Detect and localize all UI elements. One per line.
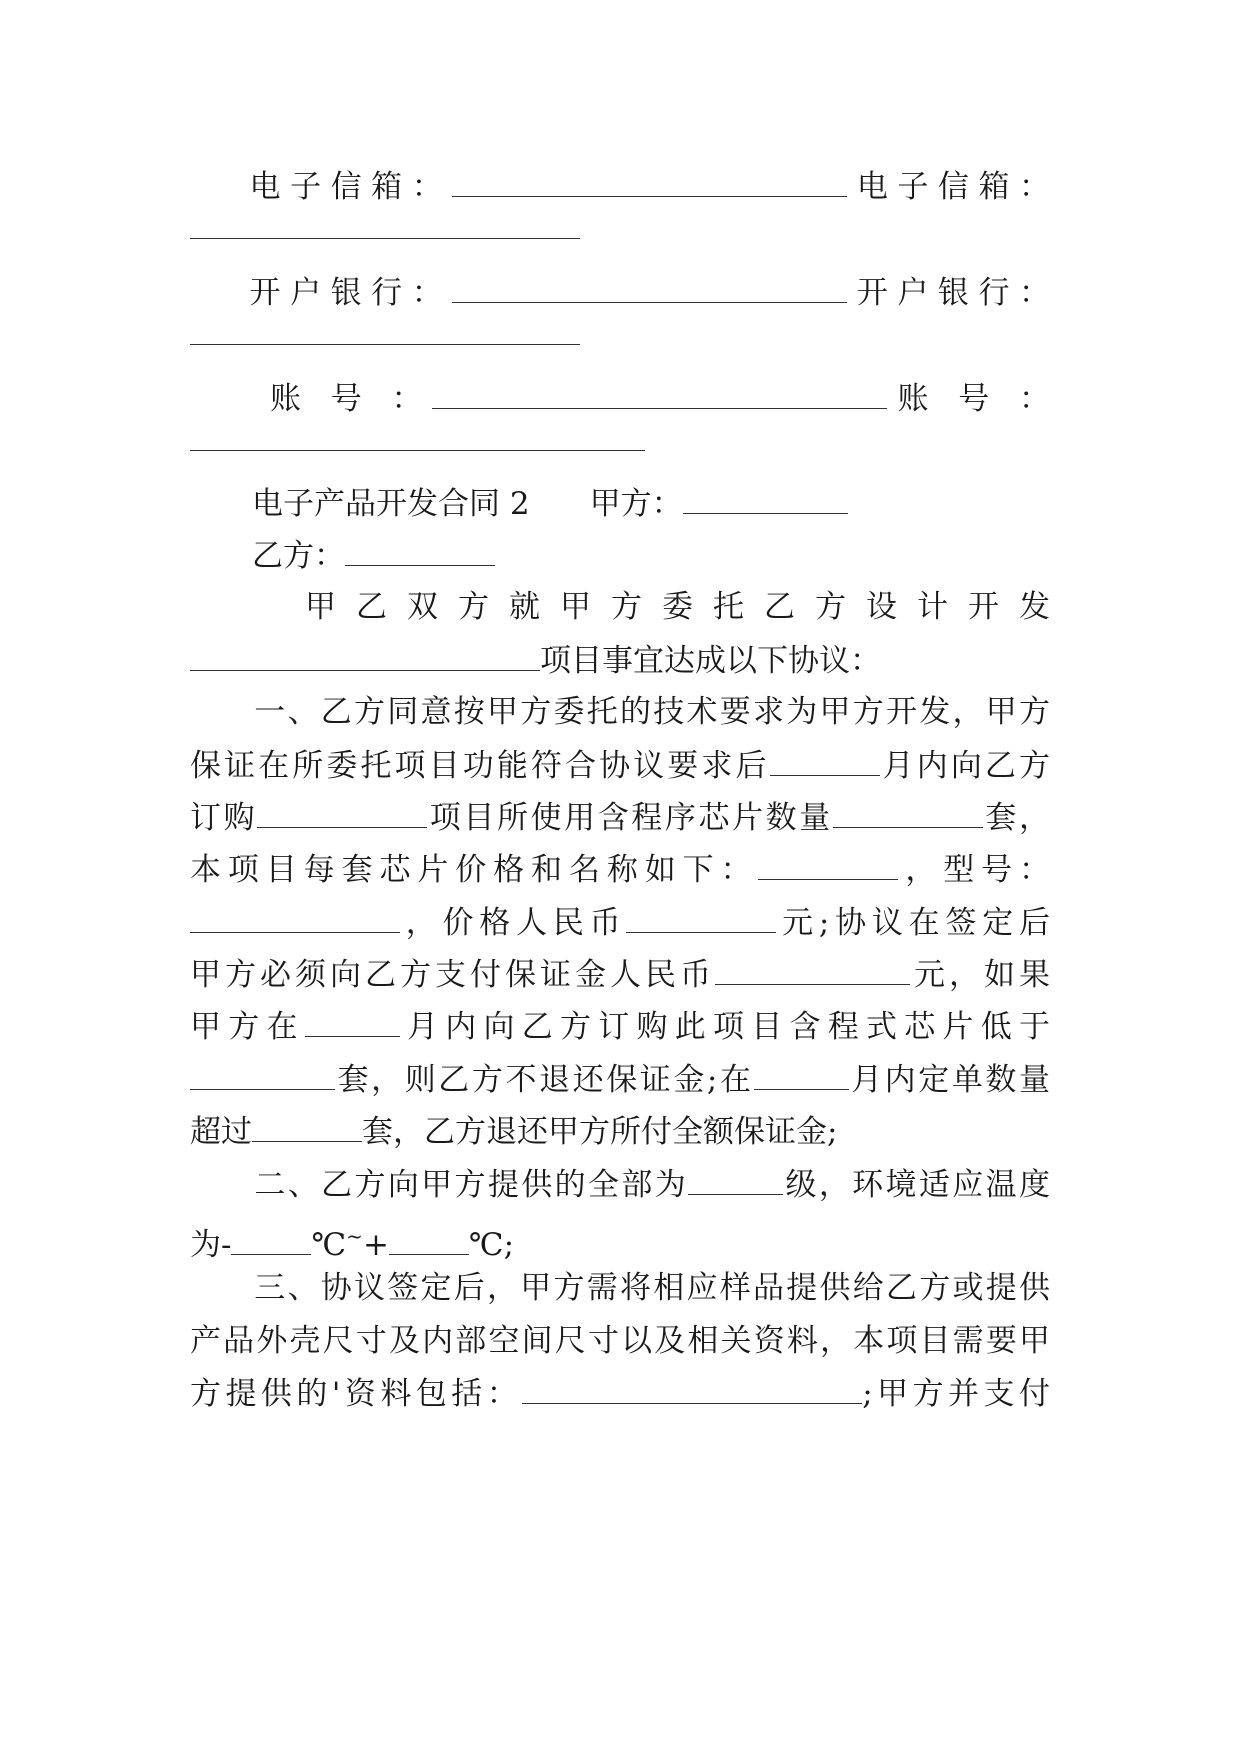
intro-text-1: 甲乙双方就甲方委托乙方设计开发: [285, 589, 1050, 625]
intro-line-2: [190, 640, 1050, 681]
clause1-text-8a: 套，则乙方不退还保证金;在: [335, 1062, 754, 1098]
clause3-line-1: [190, 1268, 1050, 1308]
chip-count-blank: [833, 797, 983, 828]
clause1-text-3b: 项目所使用含程序芯片数量: [427, 800, 833, 836]
clause1-text-5b: 元;协议在签定后: [776, 905, 1050, 941]
clause2-text-1a: 二、乙方向甲方提供的全部为: [252, 1167, 689, 1203]
chip-name-blank: [758, 849, 898, 880]
temp-low-blank: [231, 1224, 311, 1255]
materials-blank: [522, 1373, 862, 1404]
clause2-line-2: [190, 1216, 1050, 1265]
intro-line-1: [190, 587, 1050, 627]
email-blank-a: [452, 166, 847, 197]
clause3-text-3b: ;甲方并支付: [862, 1376, 1050, 1412]
clause1-text-4a: 本项目每套芯片价格和名称如下：: [190, 852, 759, 888]
clause1-text-6b: 元，如果: [910, 957, 1050, 993]
months-blank-2: [305, 1006, 400, 1037]
clause1-text-3a: 订购: [190, 800, 258, 836]
grade-blank: [688, 1164, 783, 1195]
deposit-blank: [715, 954, 910, 985]
clause1-line-7: [190, 1006, 1050, 1047]
party-a-label: 甲方：: [589, 486, 683, 522]
clause1-text-3c: 套，: [982, 800, 1051, 836]
contract-title-row: [190, 483, 1050, 524]
bank-blank-b: [190, 314, 580, 345]
intro-text-2: 项目事宜达成以下协议：: [540, 643, 881, 679]
account-blank-b: [190, 420, 645, 451]
clause1-text-2a: 保证在所委托项目功能符合协议要求后: [190, 748, 770, 784]
account-label-b: 账 号 ：: [887, 381, 1050, 417]
account-blank-a: [432, 378, 887, 409]
clause3-text-2: 产品外壳尺寸及内部空间尺寸以及相关资料，本项目需要甲: [190, 1323, 1050, 1359]
max-sets-blank: [252, 1111, 362, 1142]
email-label-b: 电子信箱：: [847, 169, 1051, 205]
clause1-text-1: 一、乙方同意按甲方委托的技术要求为甲方开发，甲方: [252, 694, 1050, 730]
party-b-row: [190, 535, 1050, 576]
party-a-blank: [683, 483, 848, 514]
clause3-line-3: [190, 1373, 1050, 1414]
clause1-line-1: [190, 692, 1050, 732]
email-blank-b: [190, 208, 580, 239]
clause1-line-5: [190, 902, 1050, 943]
range-tilde: ~: [346, 1224, 363, 1248]
clause1-line-6: [190, 954, 1050, 995]
party-b-label: 乙方：: [252, 538, 345, 574]
clause1-text-2b: 月内向乙方: [879, 748, 1051, 784]
clause1-text-9a: 超过: [190, 1114, 252, 1150]
months-blank-1: [770, 745, 880, 776]
clause1-text-6a: 甲方必须向乙方支付保证金人民币: [190, 957, 715, 993]
clause2-text-2a: 为-: [190, 1227, 232, 1263]
bank-blank-a: [452, 272, 847, 303]
bank-continuation: [190, 314, 1050, 355]
months-blank-3: [754, 1059, 849, 1090]
plus-sign: +: [362, 1227, 389, 1263]
email-row: [190, 166, 1050, 207]
account-row: [190, 378, 1050, 419]
account-label-a: 账 号 ：: [260, 381, 433, 417]
clause1-text-7b: 月内向乙方订购此项目含程式芯片低于: [399, 1009, 1050, 1045]
bank-label-b: 开户银行：: [847, 275, 1051, 311]
clause2-text-1b: 级，环境适应温度: [783, 1167, 1051, 1203]
degree-unit-b: ℃;: [468, 1227, 515, 1263]
clause1-line-4: [190, 849, 1050, 890]
clause1-line-2: [190, 745, 1050, 786]
account-continuation: [190, 420, 1050, 461]
contract-title: 电子产品开发合同 2: [252, 486, 530, 522]
clause1-text-4b: ，型号：: [898, 852, 1051, 888]
clause1-text-8b: 月内定单数量: [848, 1062, 1050, 1098]
order-blank: [257, 797, 427, 828]
email-label-a: 电子信箱：: [240, 169, 453, 205]
degree-unit-a: ℃: [311, 1227, 347, 1263]
clause3-text-1: 三、协议签定后，甲方需将相应样品提供给乙方或提供: [252, 1270, 1050, 1306]
clause3-line-2: [190, 1321, 1050, 1361]
clause1-line-9: [190, 1111, 1050, 1152]
clause1-text-5a: ，价格人民币: [400, 905, 627, 941]
price-blank: [626, 902, 776, 933]
clause1-text-9b: 套，乙方退还甲方所付全额保证金;: [362, 1114, 838, 1150]
bank-row: [190, 272, 1050, 313]
clause1-line-3: [190, 797, 1050, 838]
min-sets-blank: [190, 1059, 335, 1090]
party-b-blank: [345, 535, 495, 566]
clause3-text-3a: 方提供的'资料包括：: [190, 1376, 523, 1412]
clause1-line-8: [190, 1059, 1050, 1100]
project-name-blank: [190, 640, 540, 671]
model-blank: [190, 902, 400, 933]
email-continuation: [190, 208, 1050, 249]
temp-high-blank: [389, 1224, 469, 1255]
clause2-line-1: [190, 1164, 1050, 1205]
clause1-text-7a: 甲方在: [190, 1009, 305, 1045]
bank-label-a: 开户银行：: [240, 275, 453, 311]
